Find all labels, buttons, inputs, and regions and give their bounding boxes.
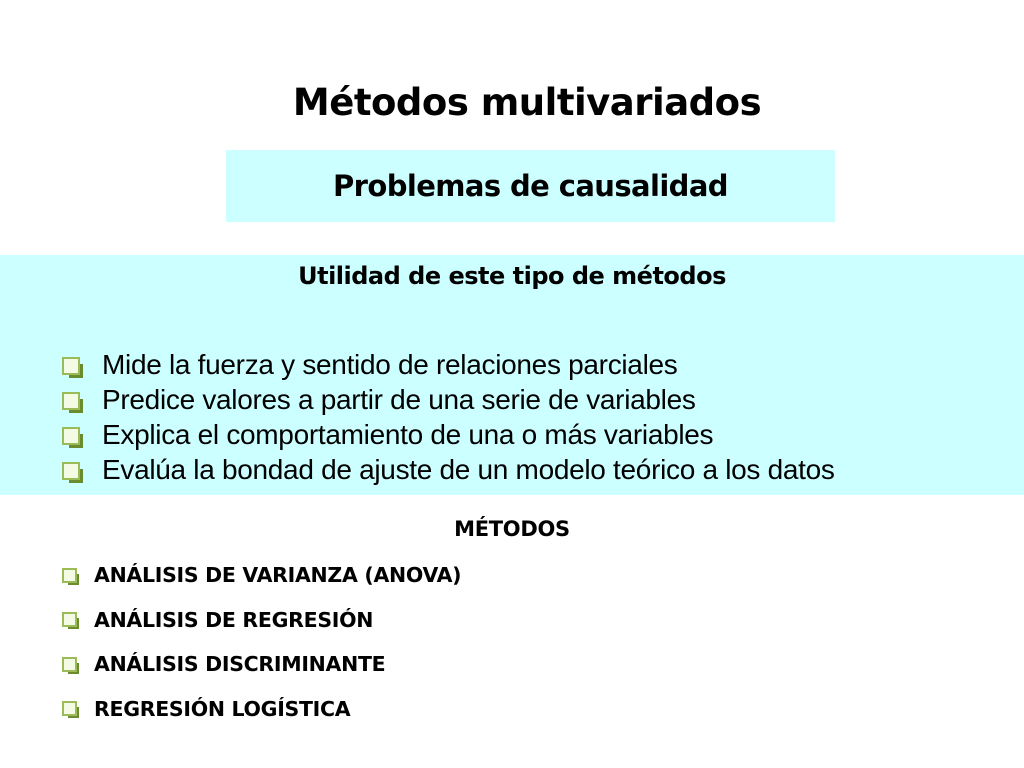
utility-heading: Utilidad de este tipo de métodos bbox=[298, 262, 726, 290]
utility-item-text: Evalúa la bondad de ajuste de un modelo teórico a los datos bbox=[102, 454, 835, 485]
methods-item-text: ANÁLISIS DE VARIANZA (ANOVA) bbox=[94, 563, 462, 588]
methods-heading: MÉTODOS bbox=[454, 517, 570, 541]
checkbox-bullet-icon bbox=[62, 462, 80, 480]
slide-title: Métodos multivariados bbox=[292, 81, 762, 124]
checkbox-bullet-icon bbox=[62, 701, 77, 716]
methods-list-item bbox=[62, 687, 461, 732]
methods-list bbox=[62, 553, 461, 731]
utility-list-item bbox=[62, 417, 835, 452]
utility-item-text: Explica el comportamiento de una o más variables bbox=[102, 419, 714, 450]
methods-list-item bbox=[62, 642, 461, 687]
methods-item-text: REGRESIÓN LOGÍSTICA bbox=[94, 696, 351, 721]
checkbox-bullet-icon bbox=[62, 427, 80, 445]
slide-subtitle: Problemas de causalidad bbox=[333, 169, 728, 203]
utility-list-item bbox=[62, 347, 835, 382]
utility-list bbox=[62, 347, 835, 487]
checkbox-bullet-icon bbox=[62, 568, 77, 583]
checkbox-bullet-icon bbox=[62, 612, 77, 627]
methods-item-text: ANÁLISIS DE REGRESIÓN bbox=[94, 607, 374, 632]
methods-list-item bbox=[62, 553, 461, 598]
utility-item-text: Mide la fuerza y sentido de relaciones parciales bbox=[102, 349, 678, 380]
checkbox-bullet-icon bbox=[62, 357, 80, 375]
methods-item-text: ANÁLISIS DISCRIMINANTE bbox=[94, 652, 386, 677]
checkbox-bullet-icon bbox=[62, 657, 77, 672]
checkbox-bullet-icon bbox=[62, 392, 80, 410]
methods-list-item bbox=[62, 598, 461, 643]
utility-list-item bbox=[62, 452, 835, 487]
utility-item-text: Predice valores a partir de una serie de variables bbox=[102, 384, 696, 415]
utility-list-item bbox=[62, 382, 835, 417]
